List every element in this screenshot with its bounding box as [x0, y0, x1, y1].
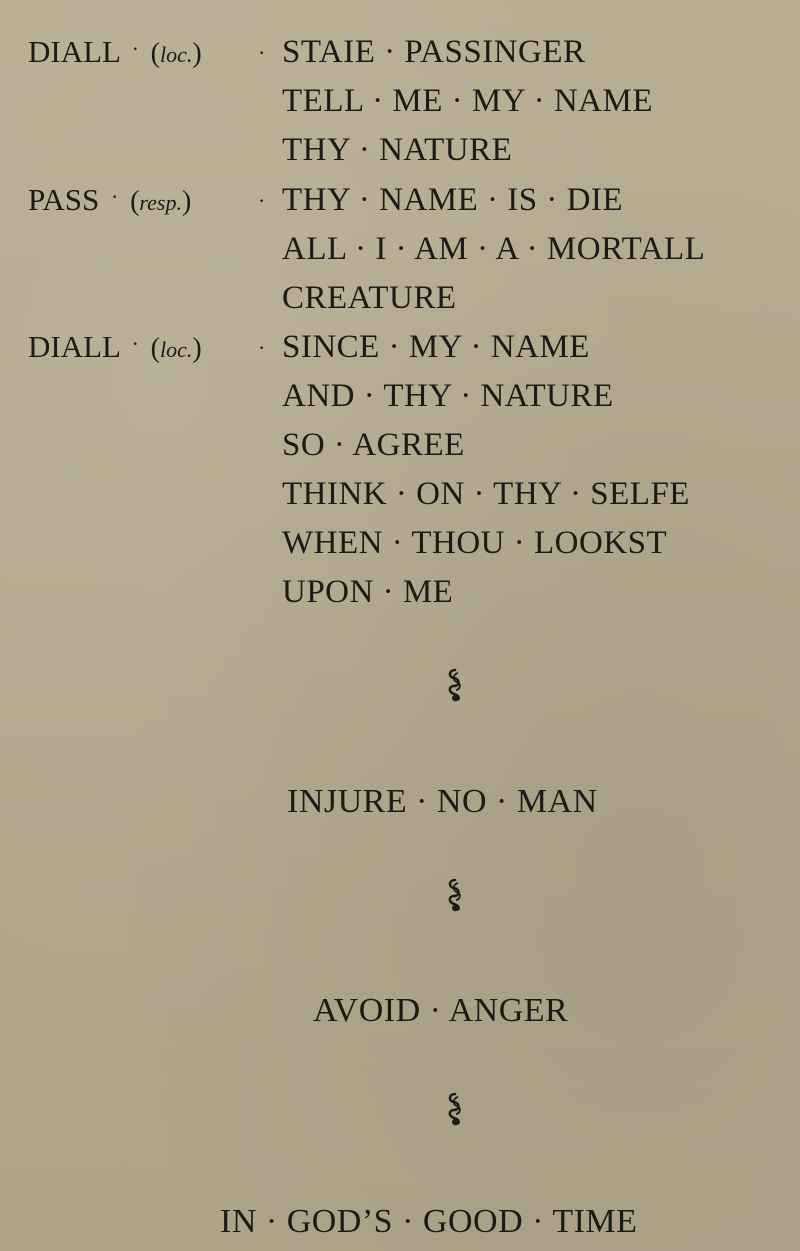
speaker-name: PASS — [28, 182, 100, 217]
speaker-label: DIALL · (loc.) — [28, 329, 202, 364]
verse-line: SO · AGREE — [282, 427, 465, 463]
lead-dot: · — [258, 188, 266, 213]
speaker-name: DIALL — [28, 329, 120, 364]
knot-ornament-icon — [445, 1092, 465, 1126]
speaker-label: PASS · (resp.) — [28, 182, 192, 217]
verse-line: ALL · I · AM · A · MORTALL — [282, 231, 706, 267]
speaker-annotation: loc. — [159, 337, 193, 362]
motto-line: INJURE · NO · MAN — [287, 783, 598, 820]
speaker-label: DIALL · (loc.) — [28, 34, 202, 69]
separator-dot: · — [131, 36, 139, 61]
speaker-annotation: resp. — [139, 190, 182, 215]
speaker-name: DIALL — [28, 34, 120, 69]
verse-line: AND · THY · NATURE — [282, 378, 614, 414]
knot-ornament-icon — [445, 668, 465, 702]
verse-line: WHEN · THOU · LOOKST — [282, 525, 668, 561]
verse-line: UPON · ME — [282, 574, 454, 610]
motto-line: IN · GOD’S · GOOD · TIME — [220, 1203, 638, 1240]
verse-line: CREATURE — [282, 280, 457, 316]
separator-dot: · — [111, 184, 119, 209]
motto-line: AVOID · ANGER — [313, 992, 569, 1029]
verse-line: TELL · ME · MY · NAME — [282, 83, 653, 119]
knot-ornament-icon — [445, 878, 465, 912]
separator-dot: · — [131, 331, 139, 356]
verse-line: THY · NATURE — [282, 132, 513, 168]
lead-dot: · — [258, 40, 266, 65]
verse-line: SINCE · MY · NAME — [282, 329, 590, 365]
verse-line: STAIE · PASSINGER — [282, 34, 586, 70]
speaker-annotation: loc. — [159, 42, 193, 67]
verse-line: THY · NAME · IS · DIE — [282, 182, 624, 218]
lead-dot: · — [258, 335, 266, 360]
verse-line: THINK · ON · THY · SELFE — [282, 476, 690, 512]
